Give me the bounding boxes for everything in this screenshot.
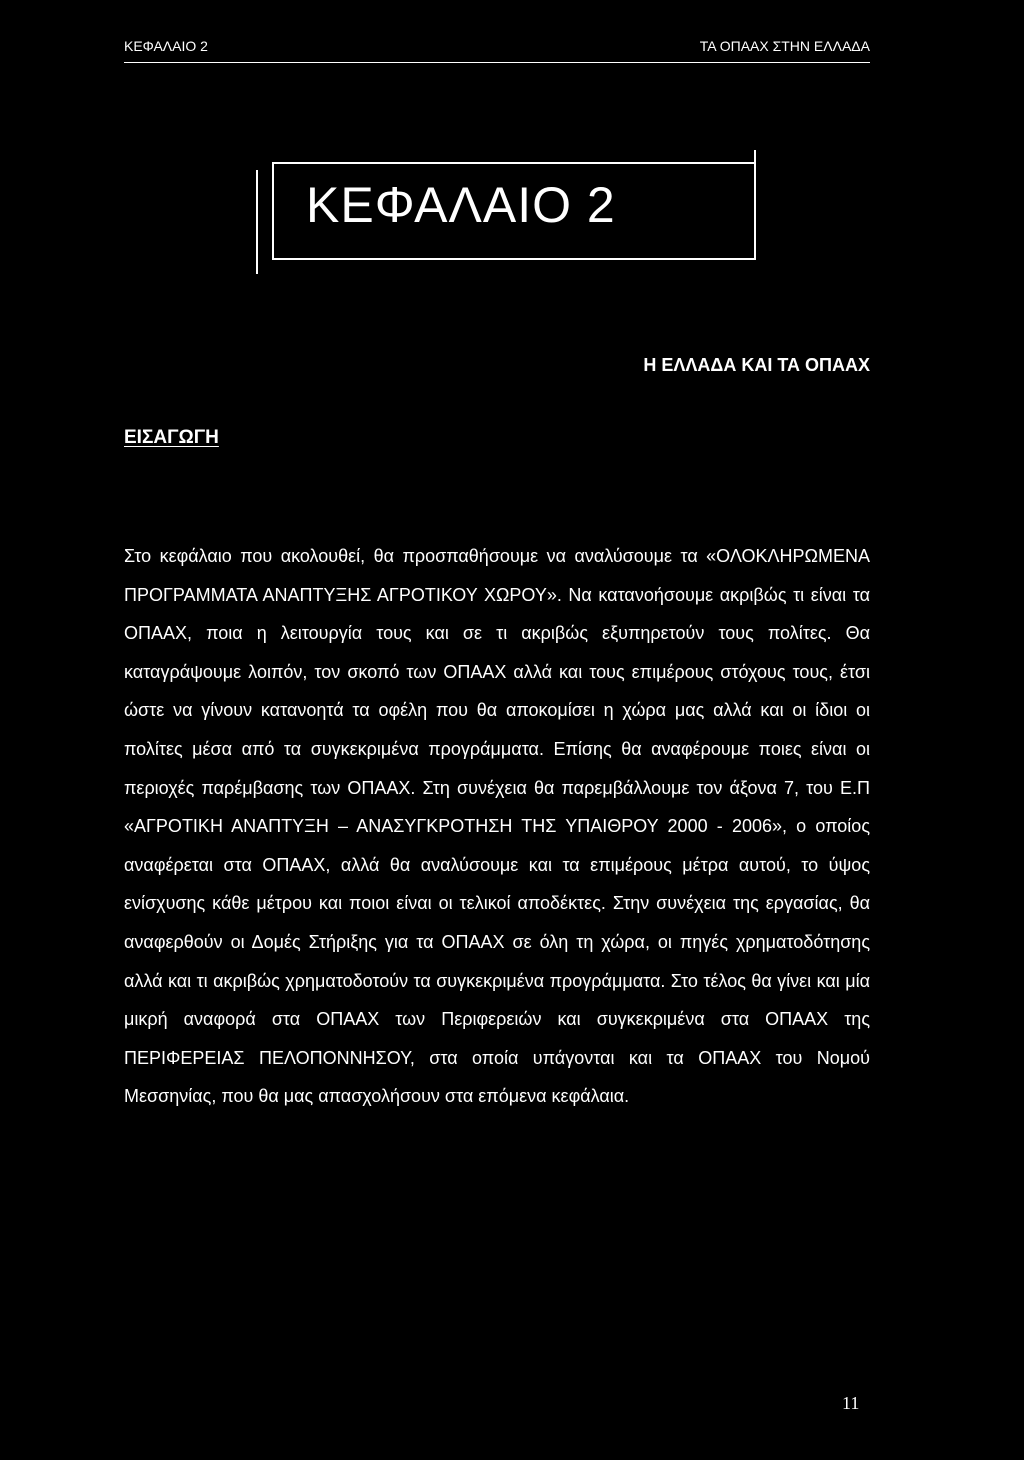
header-chapter-label: ΚΕΦΑΛΑΙΟ 2	[124, 38, 208, 54]
body-paragraph: Στο κεφάλαιο που ακολουθεί, θα προσπαθήσουμε να αναλύσουμε τα «ΟΛΟΚΛΗΡΩΜΕΝΑ ΠΡΟΓΡΑΜΜΑΤΑ ΑΝΑΠΤΥΞΗΣ ΑΓΡΟΤΙΚΟΥ ΧΩΡΟΥ». Να κατανοήσουμε ακριβώς τι είναι τα ΟΠΑΑΧ, ποια η λειτουργία τους και σε τι ακριβώς εξυπηρετούν τους πολίτες. Θα καταγράψουμε λοιπόν, τον σκοπό των ΟΠΑΑΧ αλλά και τους επιμέρους στόχους τους, έτσι ώστε να γίνουν κατανοητά τα οφέλη που θα αποκομίσει η χώρα μας αλλά και οι ίδιοι οι πολίτες μέσα από τα συγκεκριμένα προγράμματα. Επίσης θα αναφέρουμε ποιες είναι οι περιοχές παρέμβασης των ΟΠΑΑΧ. Στη συνέχεια θα παρεμβάλλουμε τον άξονα 7, του Ε.Π «ΑΓΡΟΤΙΚΗ ΑΝΑΠΤΥΞΗ – ΑΝΑΣΥΓΚΡΟΤΗΣΗ ΤΗΣ ΥΠΑΙΘΡΟΥ 2000 - 2006», ο οποίος αναφέρεται στα ΟΠΑΑΧ, αλλά θα αναλύσουμε και τα επιμέρους μέτρα αυτού, το ύψος ενίσχυσης κάθε μέτρου και ποιοι είναι οι τελικοί αποδέκτες. Στην συνέχεια της εργασίας, θα αναφερθούν οι Δομές Στήριξης για τα ΟΠΑΑΧ σε όλη τη χώρα, οι πηγές χρηματοδότησης αλλά και τι ακριβώς χρηματοδοτούν τα συγκεκριμένα προγράμματα. Στο τέλος θα γίνει και μία μικρή αναφορά στα ΟΠΑΑΧ των Περιφερειών και συγκεκριμένα στα ΟΠΑΑΧ της ΠΕΡΙΦΕΡΕΙΑΣ ΠΕΛΟΠΟΝΝΗΣΟΥ, στα οποία υπάγονται και τα ΟΠΑΑΧ του Νομού Μεσσηνίας, που θα μας απασχολήσουν στα επόμενα κεφάλαια.	[124, 546, 870, 1107]
section-heading: ΕΙΣΑΓΩΓΗ	[124, 427, 219, 448]
page-number: 11	[842, 1393, 860, 1413]
running-header	[124, 38, 870, 63]
chapter-title: ΚΕΦΑΛΑΙΟ 2	[306, 177, 616, 233]
chapter-subtitle: Η ΕΛΛΑΔΑ ΚΑΙ ΤΑ ΟΠΑΑΧ	[643, 355, 870, 375]
chapter-title-box	[256, 150, 756, 274]
chapter-box-right-rule	[754, 150, 756, 244]
chapter-box-left-rule	[256, 170, 258, 274]
header-section-label: ΤΑ ΟΠΑΑΧ ΣΤΗΝ ΕΛΛΑΔΑ	[699, 38, 870, 54]
